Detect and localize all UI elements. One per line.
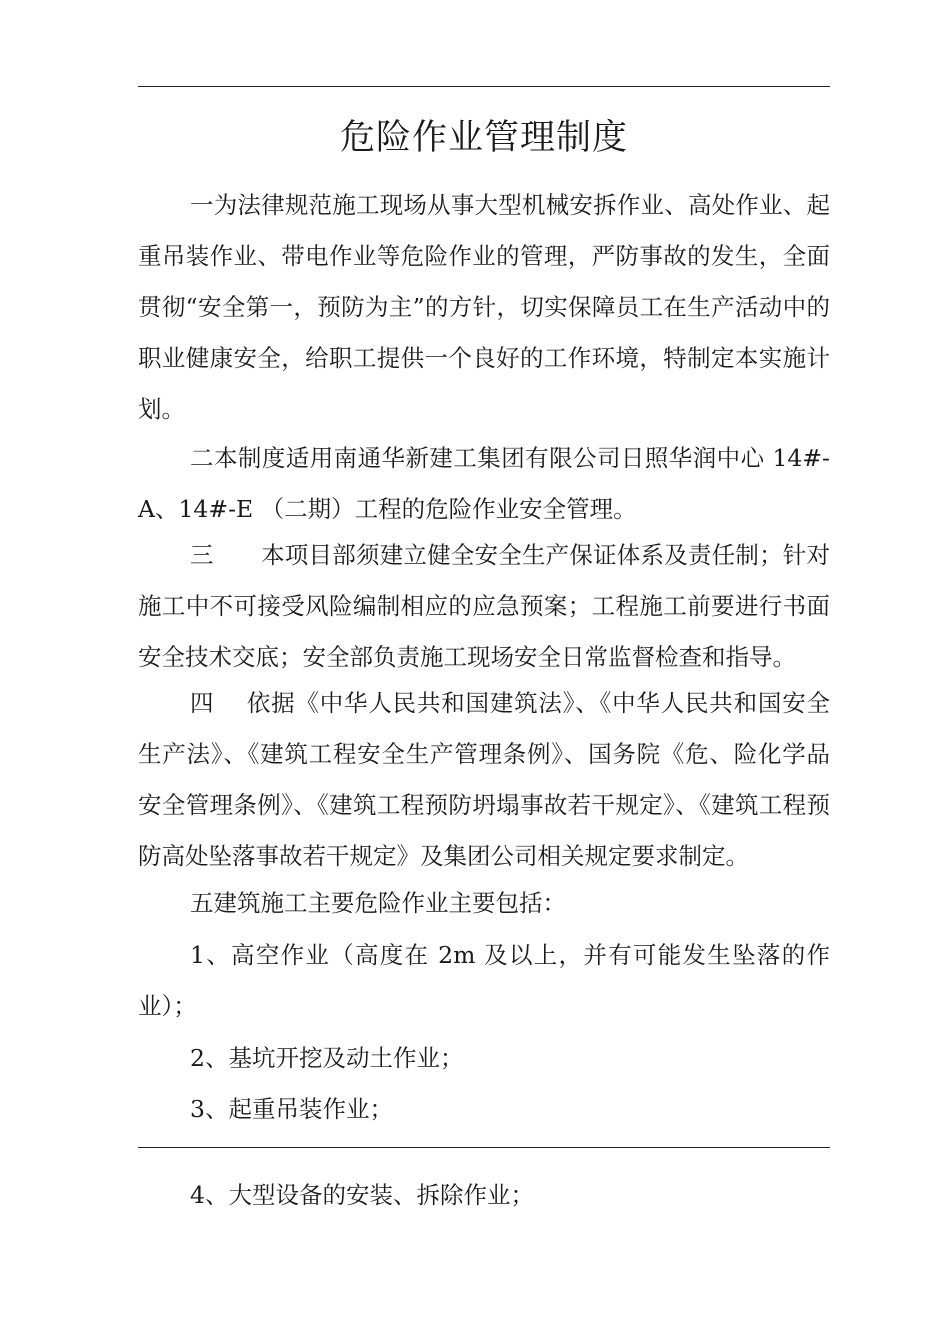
list-item-1: 1、高空作业（高度在 2m 及以上，并有可能发生坠落的作业）； [138,941,830,1020]
list-item-2: 2、基坑开挖及动土作业； [190,1044,464,1072]
document-title: 危险作业管理制度 [339,118,628,158]
header-rule [138,86,830,87]
paragraph-1: 一为法律规范施工现场从事大型机械安拆作业、高处作业、起重吊装作业、带电作业等危险作业的管理，严防事故的发生，全面贯彻“安全第一，预防为主”的方针，切实保障员工在生产活动中的职业健康安全，给职工提供一个良好的工作环境，特制定本实施计划。 [138,191,830,423]
paragraph-5: 五建筑施工主要危险作业主要包括： [190,889,566,917]
list-item-3: 3、起重吊装作业； [190,1095,393,1123]
paragraph-4: 四 依据《中华人民共和国建筑法》、《中华人民共和国安全生产法》、《建筑工程安全生产管理条例》、国务院《危、险化学品安全管理条例》、《建筑工程预防坍塌事故若干规定》、《建筑工程预防高处坠落事故若干规定》及集团公司相关规定要求制定。 [138,689,830,870]
page-break-rule [138,1147,830,1148]
paragraph-2: 二本制度适用南通华新建工集团有限公司日照华润中心 14#-A、14#-E （二期）工程的危险作业安全管理。 [138,444,830,523]
list-item-4: 4、大型设备的安装、拆除作业； [190,1181,534,1209]
paragraph-3: 三 本项目部须建立健全安全生产保证体系及责任制；针对施工中不可接受风险编制相应的应急预案；工程施工前要进行书面安全技术交底；安全部负责施工现场安全日常监督检查和指导。 [138,541,830,671]
